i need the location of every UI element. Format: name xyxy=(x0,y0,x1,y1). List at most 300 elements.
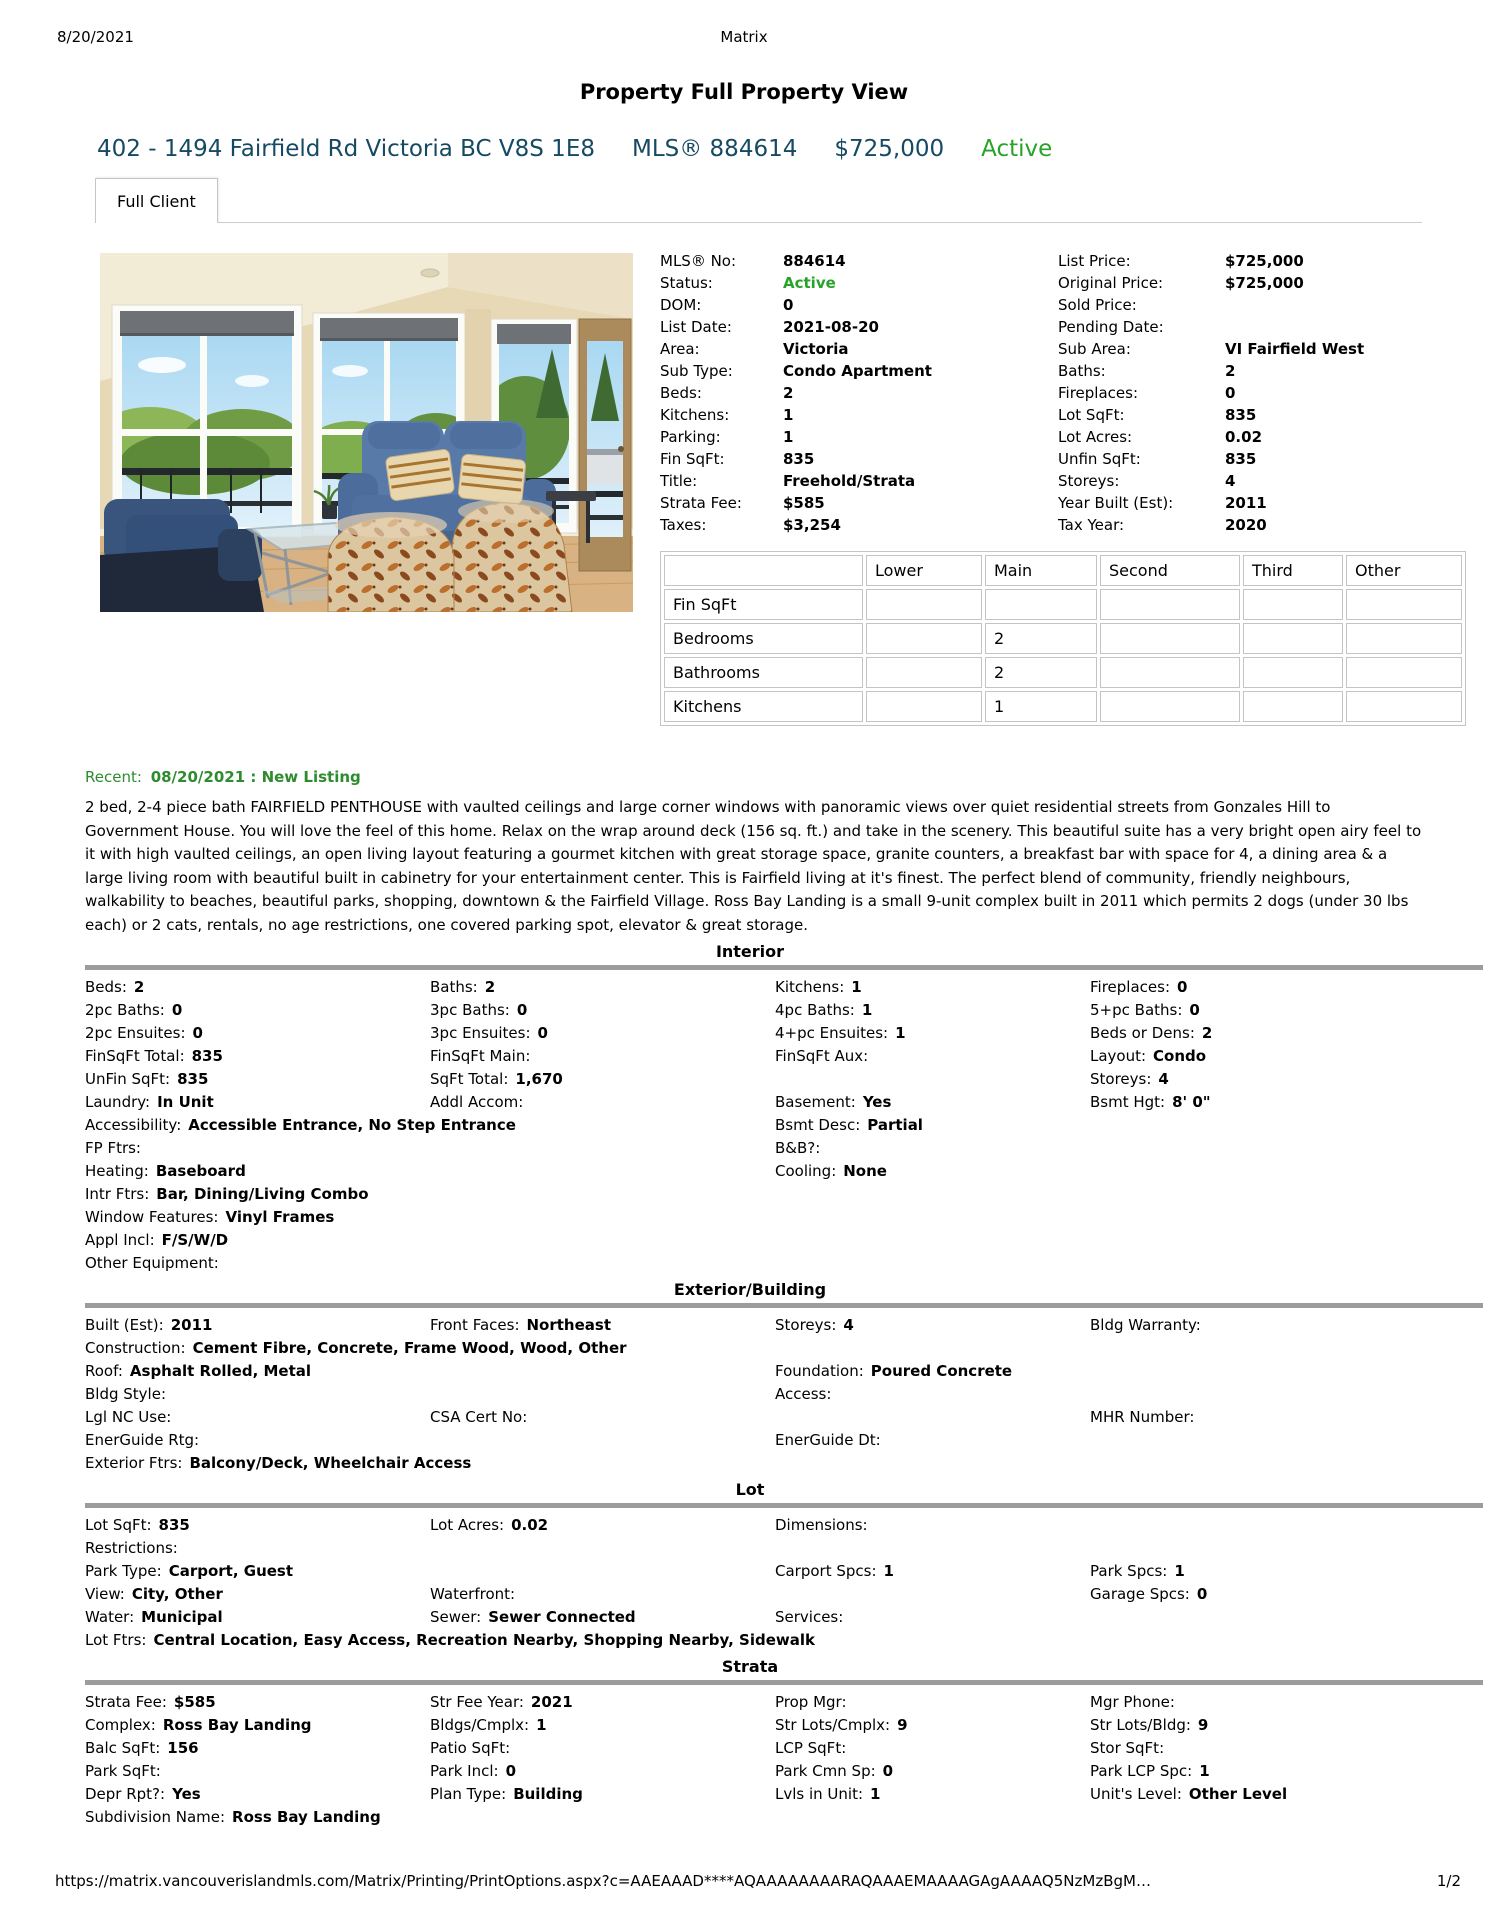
field-value: Municipal xyxy=(141,1608,223,1626)
field-label: Layout: xyxy=(1090,1047,1147,1065)
field xyxy=(85,1337,627,1360)
field-label: Access: xyxy=(775,1385,832,1403)
summary-label: Baths: xyxy=(1058,362,1106,380)
field-label: Park Incl: xyxy=(430,1762,499,1780)
summary-label: DOM: xyxy=(660,296,702,314)
levels-header-cell: Third xyxy=(1243,555,1343,586)
field xyxy=(775,976,862,999)
field-value: Vinyl Frames xyxy=(225,1208,335,1226)
summary-label: Strata Fee: xyxy=(660,494,742,512)
field-label: 2pc Ensuites: xyxy=(85,1024,186,1042)
summary-row xyxy=(1058,382,1486,404)
levels-row xyxy=(664,657,1462,688)
field-label: Beds or Dens: xyxy=(1090,1024,1195,1042)
field-label: Fireplaces: xyxy=(1090,978,1170,996)
field xyxy=(775,1383,838,1406)
field-label: Exterior Ftrs: xyxy=(85,1454,183,1472)
field-value: Asphalt Rolled, Metal xyxy=(129,1362,312,1380)
field-value: 4 xyxy=(1158,1070,1169,1088)
summary-label: Kitchens: xyxy=(660,406,730,424)
field-row xyxy=(85,1183,1483,1206)
section-divider-lot xyxy=(85,1503,1483,1508)
field-label: Laundry: xyxy=(85,1093,151,1111)
field xyxy=(430,1606,636,1629)
field-label: FinSqFt Aux: xyxy=(775,1047,869,1065)
field xyxy=(85,1183,369,1206)
summary-label: Taxes: xyxy=(660,516,707,534)
field-label: 3pc Baths: xyxy=(430,1001,510,1019)
levels-row-label: Bedrooms xyxy=(664,623,863,654)
field-value: 835 xyxy=(177,1070,209,1088)
summary-row xyxy=(1058,316,1486,338)
field-row xyxy=(85,1783,1483,1806)
field-label: Restrictions: xyxy=(85,1539,178,1557)
recent-value: 08/20/2021 : New Listing xyxy=(150,768,361,786)
field-value: 9 xyxy=(1197,1716,1209,1734)
field-label: CSA Cert No: xyxy=(430,1408,528,1426)
field xyxy=(430,1091,530,1114)
summary-label: Parking: xyxy=(660,428,721,446)
field-value: 835 xyxy=(191,1047,223,1065)
field-value: Poured Concrete xyxy=(870,1362,1013,1380)
field-label: B&B?: xyxy=(775,1139,821,1157)
field xyxy=(775,1022,906,1045)
field-label: Heating: xyxy=(85,1162,149,1180)
field-label: SqFt Total: xyxy=(430,1070,509,1088)
field-label: Kitchens: xyxy=(775,978,845,996)
field-label: Water: xyxy=(85,1608,135,1626)
field-label: 5+pc Baths: xyxy=(1090,1001,1183,1019)
summary-row xyxy=(660,360,1052,382)
summary-right xyxy=(1058,250,1486,536)
field-value: Bar, Dining/Living Combo xyxy=(156,1185,369,1203)
field-label: Balc SqFt: xyxy=(85,1739,161,1757)
summary-row xyxy=(660,338,1052,360)
field xyxy=(85,1068,208,1091)
field-label: Complex: xyxy=(85,1716,156,1734)
listing-header-line xyxy=(97,136,1052,162)
recent-label: Recent: xyxy=(85,768,142,786)
field-label: Beds: xyxy=(85,978,127,996)
levels-cell xyxy=(866,691,982,722)
summary-row xyxy=(660,426,1052,448)
field-label: Bldgs/Cmplx: xyxy=(430,1716,530,1734)
field-value: Partial xyxy=(867,1116,923,1134)
field-label: Services: xyxy=(775,1608,844,1626)
detail-sections xyxy=(85,942,1483,1829)
field-value: Ross Bay Landing xyxy=(162,1716,312,1734)
field xyxy=(85,1737,199,1760)
field xyxy=(1090,1783,1287,1806)
field-row xyxy=(85,1560,1483,1583)
field-row xyxy=(85,1714,1483,1737)
field xyxy=(85,1806,381,1829)
levels-cell xyxy=(866,589,982,620)
levels-cell xyxy=(1100,623,1240,654)
section-divider-strata xyxy=(85,1680,1483,1685)
levels-table xyxy=(660,551,1466,726)
field xyxy=(775,1314,854,1337)
summary-value: 1 xyxy=(783,406,794,424)
field-row xyxy=(85,1429,1483,1452)
summary-label: List Date: xyxy=(660,318,732,336)
summary-label: Fin SqFt: xyxy=(660,450,725,468)
field-row xyxy=(85,1114,1483,1137)
field xyxy=(85,1160,246,1183)
field-label: Addl Accom: xyxy=(430,1093,524,1111)
field xyxy=(85,1045,223,1068)
field xyxy=(1090,1314,1208,1337)
field-row xyxy=(85,1606,1483,1629)
field-value: Central Location, Easy Access, Recreation Nearby, Shopping Nearby, Sidewalk xyxy=(153,1631,815,1649)
field xyxy=(775,1360,1012,1383)
footer-page-number: 1/2 xyxy=(1436,1872,1461,1890)
section-title-strata: Strata xyxy=(721,1657,779,1676)
listing-price: $725,000 xyxy=(834,136,945,162)
summary-value: 2021-08-20 xyxy=(783,318,879,336)
levels-cell: 2 xyxy=(985,623,1097,654)
field-value: 0 xyxy=(1189,1001,1200,1019)
field-label: Mgr Phone: xyxy=(1090,1693,1175,1711)
field-label: Basement: xyxy=(775,1093,856,1111)
field xyxy=(1090,1022,1212,1045)
field-label: 2pc Baths: xyxy=(85,1001,165,1019)
field-row xyxy=(85,1229,1483,1252)
field xyxy=(85,1206,334,1229)
summary-label: Tax Year: xyxy=(1058,516,1125,534)
field-label: Park SqFt: xyxy=(85,1762,161,1780)
field-label: Intr Ftrs: xyxy=(85,1185,150,1203)
levels-header-cell: Second xyxy=(1100,555,1240,586)
field xyxy=(775,1137,827,1160)
field-label: Waterfront: xyxy=(430,1585,516,1603)
field xyxy=(85,1560,293,1583)
levels-cell xyxy=(985,589,1097,620)
field-label: Stor SqFt: xyxy=(1090,1739,1165,1757)
field-value: Yes xyxy=(862,1093,892,1111)
field-row xyxy=(85,1314,1483,1337)
field-label: FP Ftrs: xyxy=(85,1139,141,1157)
levels-corner-cell xyxy=(664,555,863,586)
field-value: 2 xyxy=(484,978,496,996)
field-value: Sewer Connected xyxy=(488,1608,636,1626)
tab-full-client[interactable] xyxy=(95,178,218,223)
field xyxy=(430,1691,573,1714)
summary-value: 1 xyxy=(783,428,794,446)
field-label: Built (Est): xyxy=(85,1316,164,1334)
summary-value: 835 xyxy=(783,450,815,468)
field xyxy=(775,1760,893,1783)
summary-value: 0 xyxy=(783,296,794,314)
summary-value: 2011 xyxy=(1225,494,1267,512)
field-label: EnerGuide Rtg: xyxy=(85,1431,200,1449)
field-label: Prop Mgr: xyxy=(775,1693,847,1711)
field xyxy=(1090,1406,1201,1429)
field xyxy=(430,1022,548,1045)
summary-row xyxy=(1058,272,1486,294)
summary-value: $585 xyxy=(783,494,825,512)
field xyxy=(775,1691,854,1714)
field xyxy=(1090,1045,1206,1068)
field-value: Ross Bay Landing xyxy=(232,1808,381,1826)
field-label: Window Features: xyxy=(85,1208,219,1226)
summary-label: Storeys: xyxy=(1058,472,1120,490)
field xyxy=(775,1114,923,1137)
summary-value: 0 xyxy=(1225,384,1236,402)
levels-row-label: Kitchens xyxy=(664,691,863,722)
field-label: Bsmt Hgt: xyxy=(1090,1093,1166,1111)
summary-value: Victoria xyxy=(783,340,849,358)
field xyxy=(430,1714,547,1737)
field-value: Baseboard xyxy=(155,1162,246,1180)
field-label: Lot Acres: xyxy=(430,1516,505,1534)
summary-row xyxy=(1058,448,1486,470)
field-label: Carport Spcs: xyxy=(775,1562,877,1580)
field-row xyxy=(85,1068,1483,1091)
field-label: MHR Number: xyxy=(1090,1408,1195,1426)
field-label: 4pc Baths: xyxy=(775,1001,855,1019)
field xyxy=(430,1314,611,1337)
summary-row xyxy=(660,470,1052,492)
levels-cell xyxy=(1243,623,1343,654)
section-divider-interior xyxy=(85,965,1483,970)
recent-line xyxy=(85,766,1483,792)
detail-body xyxy=(85,766,1483,1829)
levels-header-cell: Main xyxy=(985,555,1097,586)
summary-label: Status: xyxy=(660,274,713,292)
tab-underline xyxy=(95,222,1422,223)
field xyxy=(85,1252,226,1275)
field-label: Park Type: xyxy=(85,1562,162,1580)
field-value: 0 xyxy=(1196,1585,1208,1603)
field-row xyxy=(85,1160,1483,1183)
summary-label: Area: xyxy=(660,340,700,358)
field-row xyxy=(85,976,1483,999)
listing-mls-number: MLS® 884614 xyxy=(631,136,798,162)
field-label: Str Lots/Cmplx: xyxy=(775,1716,891,1734)
field xyxy=(775,1783,880,1806)
field-row xyxy=(85,1383,1483,1406)
field xyxy=(1090,1091,1211,1114)
field-value: 2021 xyxy=(530,1693,573,1711)
field-value: 2 xyxy=(1201,1024,1213,1042)
summary-row xyxy=(1058,426,1486,448)
field-label: Accessibility: xyxy=(85,1116,182,1134)
field-label: Other Equipment: xyxy=(85,1254,219,1272)
summary-label: Title: xyxy=(660,472,698,490)
field-label: 3pc Ensuites: xyxy=(430,1024,531,1042)
field-value: 1 xyxy=(870,1785,881,1803)
field-row xyxy=(85,1206,1483,1229)
field xyxy=(85,1452,471,1475)
field-value: Accessible Entrance, No Step Entrance xyxy=(188,1116,516,1134)
field xyxy=(775,999,872,1022)
field-label: Bsmt Desc: xyxy=(775,1116,861,1134)
field-value: 4 xyxy=(843,1316,854,1334)
summary-value: $725,000 xyxy=(1225,274,1304,292)
field-value: City, Other xyxy=(131,1585,223,1603)
field xyxy=(430,1514,548,1537)
summary-row xyxy=(1058,250,1486,272)
listing-status-badge: Active xyxy=(981,136,1053,162)
field xyxy=(85,1429,206,1452)
field-label: Park Spcs: xyxy=(1090,1562,1168,1580)
levels-row-label: Fin SqFt xyxy=(664,589,863,620)
field xyxy=(430,1583,522,1606)
levels-cell xyxy=(1243,589,1343,620)
field-label: Roof: xyxy=(85,1362,123,1380)
living-room-photo-illustration xyxy=(100,253,633,612)
summary-label: MLS® No: xyxy=(660,252,737,270)
field-label: Lot Ftrs: xyxy=(85,1631,147,1649)
field-value: 1 xyxy=(851,978,862,996)
field-value: 1 xyxy=(1174,1562,1185,1580)
summary-row xyxy=(1058,470,1486,492)
summary-label: Unfin SqFt: xyxy=(1058,450,1141,468)
field-row xyxy=(85,1452,1483,1475)
levels-row xyxy=(664,589,1462,620)
levels-header-cell: Lower xyxy=(866,555,982,586)
levels-cell: 2 xyxy=(985,657,1097,688)
summary-row xyxy=(660,492,1052,514)
field-row xyxy=(85,1583,1483,1606)
summary-left xyxy=(660,250,1052,536)
field-label: Strata Fee: xyxy=(85,1693,167,1711)
field-value: 1 xyxy=(536,1716,547,1734)
field-label: View: xyxy=(85,1585,125,1603)
field-label: Plan Type: xyxy=(430,1785,507,1803)
field-label: Bldg Warranty: xyxy=(1090,1316,1201,1334)
section-title-interior: Interior xyxy=(715,942,785,961)
field-value: 156 xyxy=(167,1739,199,1757)
levels-cell xyxy=(1346,589,1462,620)
summary-label: Sub Area: xyxy=(1058,340,1131,358)
field xyxy=(430,1406,534,1429)
field-label: Str Fee Year: xyxy=(430,1693,524,1711)
field xyxy=(775,1737,853,1760)
summary-label: Sub Type: xyxy=(660,362,733,380)
field-value: Building xyxy=(513,1785,583,1803)
field xyxy=(775,1606,850,1629)
section-title-lot: Lot xyxy=(735,1480,765,1499)
field xyxy=(85,1714,312,1737)
field xyxy=(85,1137,148,1160)
field-label: Subdivision Name: xyxy=(85,1808,226,1826)
field-row xyxy=(85,1137,1483,1160)
field-value: None xyxy=(843,1162,887,1180)
field-row xyxy=(85,1537,1483,1560)
summary-value: $725,000 xyxy=(1225,252,1304,270)
field-label: Lgl NC Use: xyxy=(85,1408,172,1426)
levels-cell xyxy=(1346,657,1462,688)
field xyxy=(1090,976,1187,999)
field-value: Other Level xyxy=(1188,1785,1288,1803)
summary-label: Lot SqFt: xyxy=(1058,406,1125,424)
field xyxy=(1090,1760,1210,1783)
field-label: Cooling: xyxy=(775,1162,837,1180)
summary-value: 835 xyxy=(1225,406,1257,424)
field-label: Sewer: xyxy=(430,1608,482,1626)
summary-label: Year Built (Est): xyxy=(1058,494,1174,512)
summary-row xyxy=(1058,338,1486,360)
field xyxy=(430,1737,517,1760)
summary-row xyxy=(660,272,1052,294)
field xyxy=(430,1068,563,1091)
field xyxy=(85,1583,223,1606)
levels-row xyxy=(664,691,1462,722)
field-label: Unit's Level: xyxy=(1090,1785,1182,1803)
field-row xyxy=(85,1406,1483,1429)
summary-row xyxy=(660,448,1052,470)
field xyxy=(1090,1560,1185,1583)
levels-cell xyxy=(1243,691,1343,722)
field xyxy=(1090,999,1200,1022)
field xyxy=(85,1629,815,1652)
levels-header-cell: Other xyxy=(1346,555,1462,586)
field-value: 1 xyxy=(861,1001,873,1019)
summary-row xyxy=(660,404,1052,426)
field-value: 0 xyxy=(192,1024,203,1042)
field xyxy=(85,1537,185,1560)
summary-row xyxy=(660,250,1052,272)
field-row xyxy=(85,1691,1483,1714)
field-label: Bldg Style: xyxy=(85,1385,166,1403)
field-value: Cement Fibre, Concrete, Frame Wood, Wood, Other xyxy=(192,1339,627,1357)
section-divider-exterior-building xyxy=(85,1303,1483,1308)
summary-label: Fireplaces: xyxy=(1058,384,1138,402)
summary-value: 0.02 xyxy=(1225,428,1263,446)
field xyxy=(85,1360,311,1383)
field-value: 0 xyxy=(505,1762,517,1780)
field-value: 2 xyxy=(133,978,145,996)
field-value: Balcony/Deck, Wheelchair Access xyxy=(189,1454,472,1472)
field-label: Str Lots/Bldg: xyxy=(1090,1716,1191,1734)
levels-row xyxy=(664,623,1462,654)
field-row xyxy=(85,1022,1483,1045)
levels-row-label: Bathrooms xyxy=(664,657,863,688)
summary-value: 2 xyxy=(783,384,794,402)
section-title-exterior-building: Exterior/Building xyxy=(673,1280,827,1299)
field-value: In Unit xyxy=(157,1093,214,1111)
summary-row xyxy=(660,316,1052,338)
levels-cell xyxy=(1346,623,1462,654)
field-label: Park LCP Spc: xyxy=(1090,1762,1193,1780)
levels-cell xyxy=(1346,691,1462,722)
field xyxy=(775,1714,908,1737)
field-value: 1,670 xyxy=(515,1070,563,1088)
summary-value: 2 xyxy=(1225,362,1236,380)
field xyxy=(775,1514,875,1537)
field-value: 0 xyxy=(882,1762,894,1780)
field xyxy=(430,1760,516,1783)
field-label: Storeys: xyxy=(775,1316,837,1334)
field-value: Yes xyxy=(172,1785,201,1803)
summary-label: Beds: xyxy=(660,384,702,402)
listing-photo xyxy=(100,253,633,612)
summary-value: 835 xyxy=(1225,450,1257,468)
field-label: Storeys: xyxy=(1090,1070,1152,1088)
summary-row xyxy=(1058,404,1486,426)
field-label: Construction: xyxy=(85,1339,186,1357)
public-remarks: 2 bed, 2-4 piece bath FAIRFIELD PENTHOUSE with vaulted ceilings and large corner windows with panoramic views over quiet residential streets from Gonzales Hill to Government House. You will love the feel of this home. Relax on the wrap around deck (156 sq. ft.) and take in the scenery. This beautiful suite has a very bright open airy feel to it with high vaulted ceilings, an open living layout featuring a gourmet kitchen with great storage space, granite counters, a breakfast bar with space for 4, a dining area & a large living room with beautiful built in cabinetry for your entertainment center. This is Fairfield living at it's finest. The perfect blend of community, friendly neighbours, walkability to beaches, beautiful parks, shopping, downtown & the Fairfield Village. Ross Bay Landing is a small 9-unit complex built in 2011 which permits 2 dogs (under 30 lbs each) or 2 cats, rentals, no age restrictions, one covered parking spot, elevator & great storage. xyxy=(85,798,1422,934)
field-label: Patio SqFt: xyxy=(430,1739,511,1757)
field-row xyxy=(85,1737,1483,1760)
field-row xyxy=(85,1514,1483,1537)
field-row xyxy=(85,1360,1483,1383)
field-value: 0 xyxy=(516,1001,528,1019)
field-label: Baths: xyxy=(430,978,478,996)
field-label: Foundation: xyxy=(775,1362,864,1380)
